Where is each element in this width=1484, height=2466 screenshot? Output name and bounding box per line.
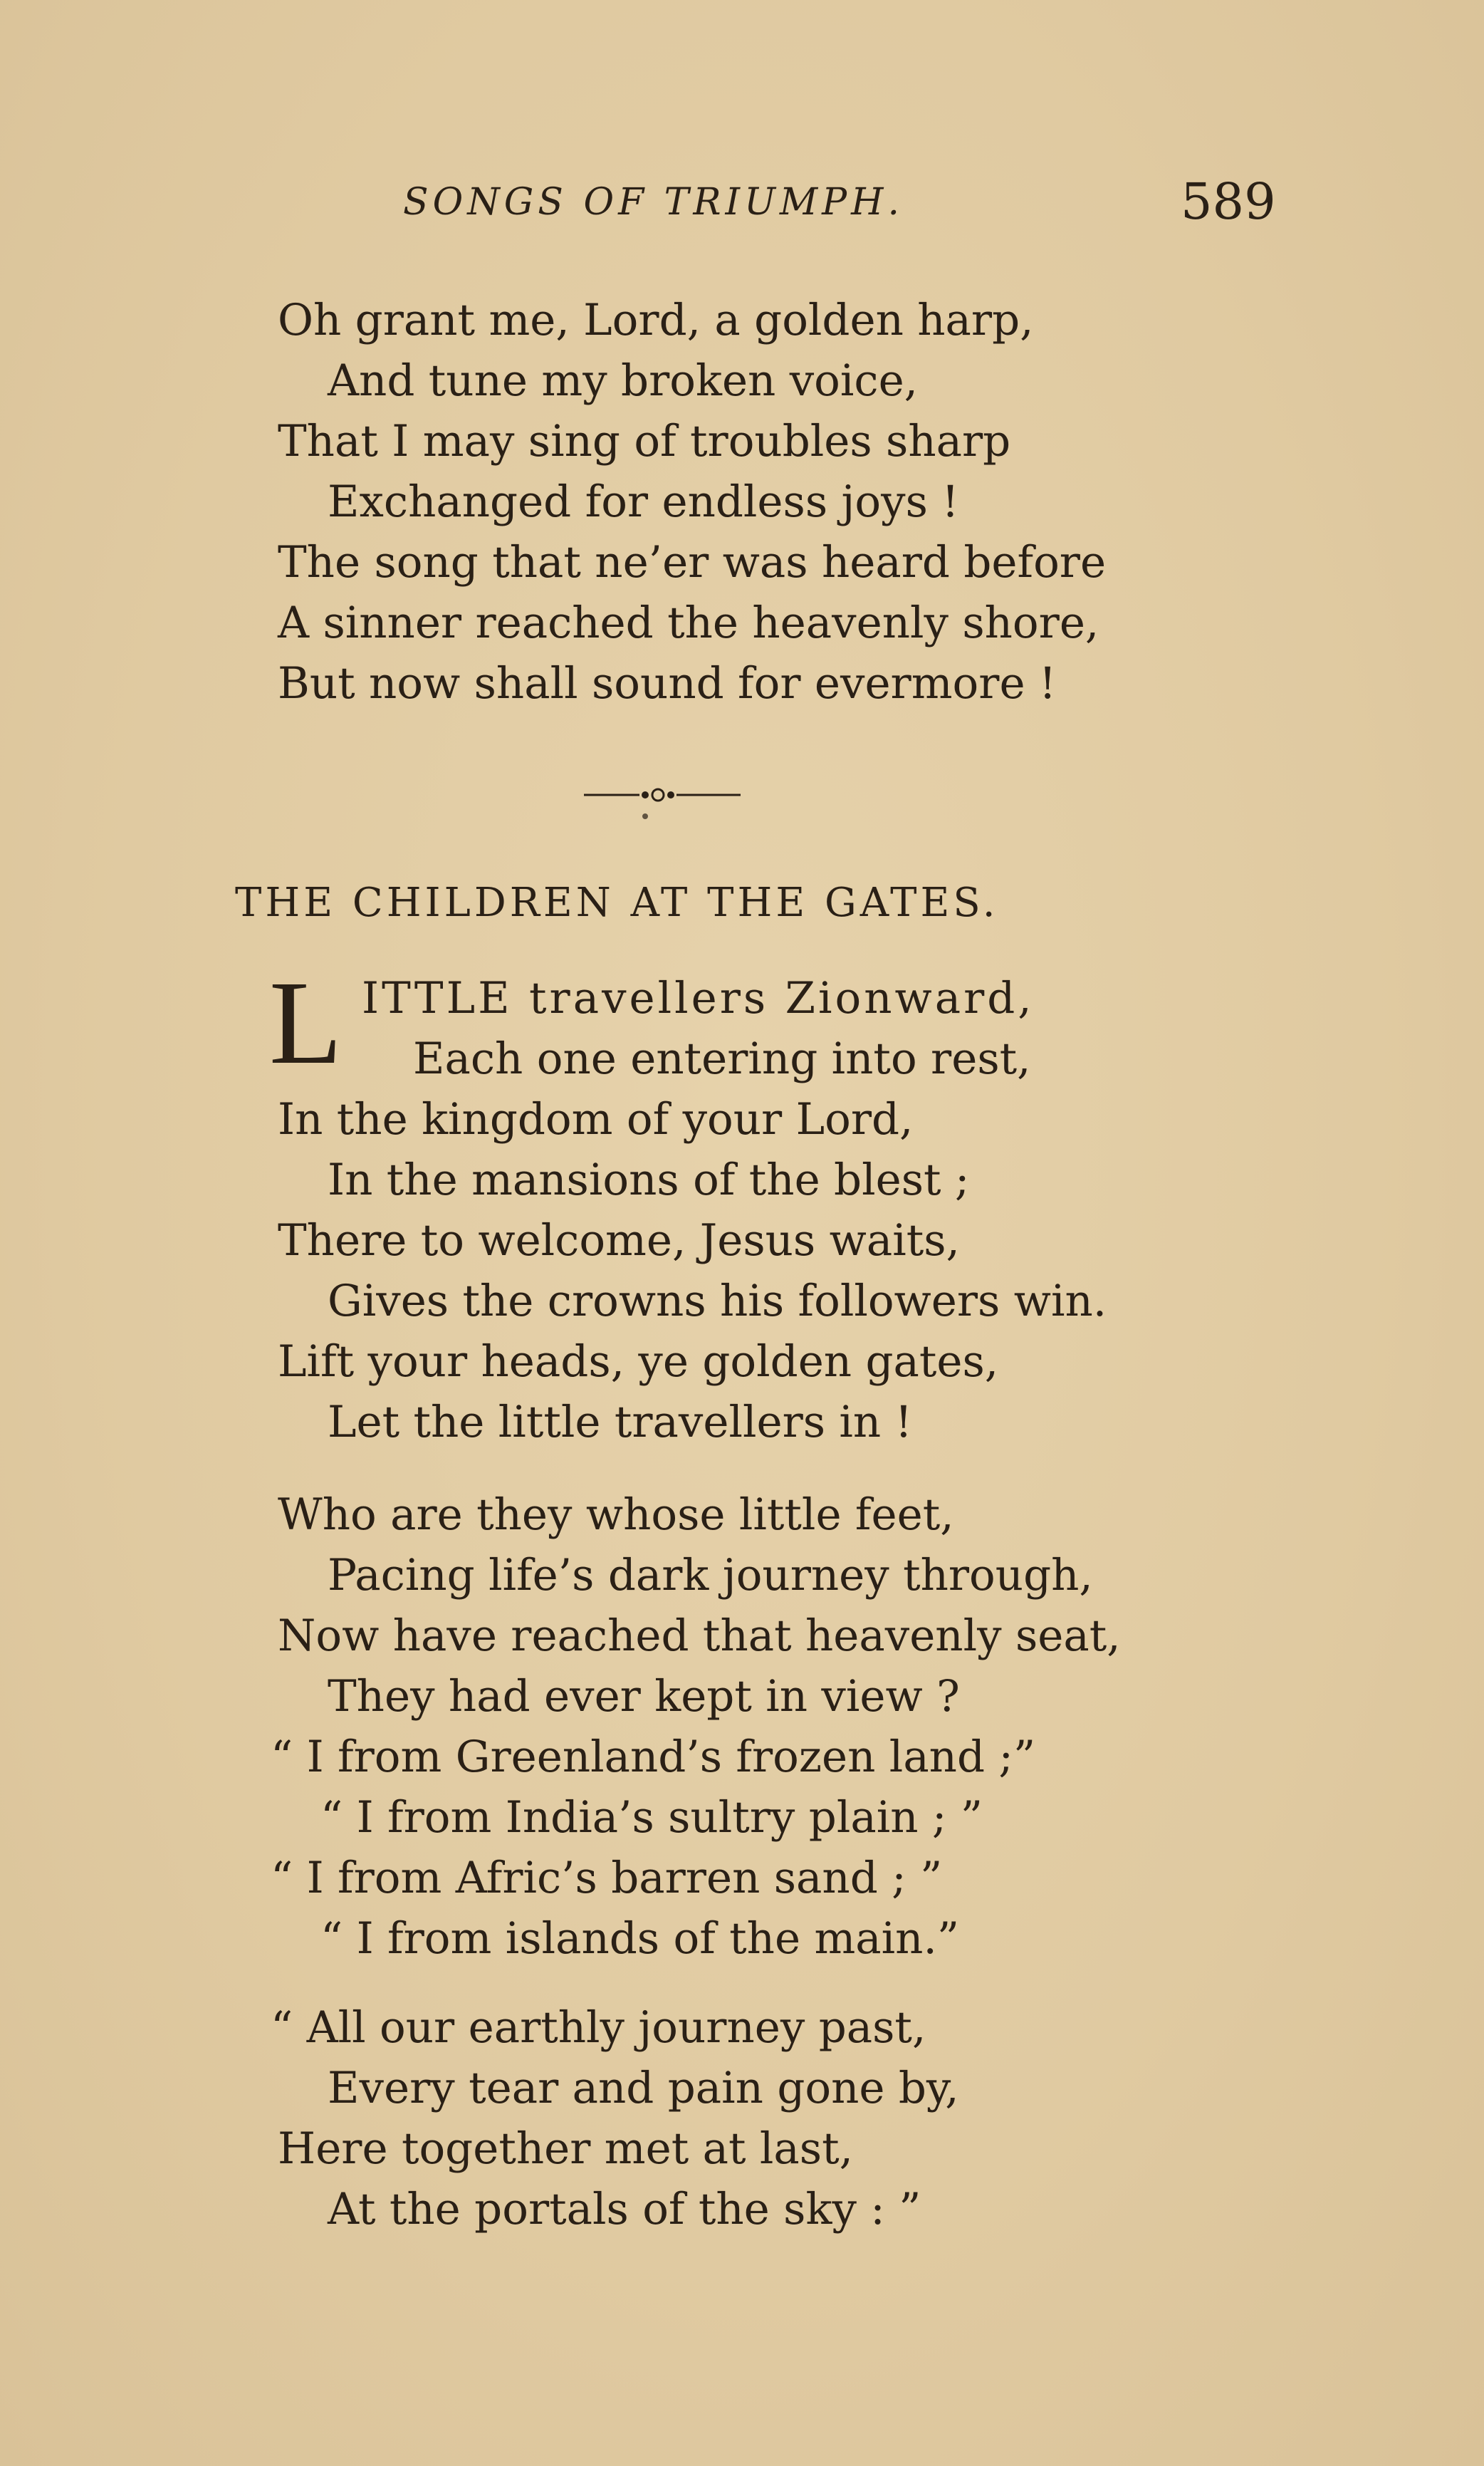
verse-line: Here together met at last,: [278, 2123, 853, 2174]
verse-line: The song that ne’er was heard before: [278, 537, 1107, 588]
verse-line: And tune my broken voice,: [328, 355, 919, 406]
verse-line: There to welcome, Jesus waits,: [278, 1215, 960, 1266]
verse-line: That I may sing of troubles sharp: [278, 416, 1011, 467]
verse-line: Oh grant me, Lord, a golden harp,: [278, 295, 1034, 345]
verse-line: Every tear and pain gone by,: [328, 2063, 959, 2113]
verse-line: Pacing life’s dark journey through,: [328, 1550, 1093, 1601]
section-heading: THE CHILDREN AT THE GATES.: [235, 880, 999, 926]
running-title: SONGS OF TRIUMPH.: [403, 181, 904, 224]
drop-cap-letter: [269, 970, 369, 1070]
verse-line: They had ever kept in view ?: [328, 1671, 960, 1722]
verse-line: Each one entering into rest,: [413, 1034, 1031, 1084]
verse-line: Who are they whose little feet,: [278, 1489, 954, 1540]
verse-line: “ I from India’s sultry plain ; ”: [320, 1792, 983, 1843]
ornament-divider-icon: [584, 784, 741, 826]
drop-cap-glyph: L: [269, 970, 343, 1070]
verse-line: “ I from islands of the main.”: [320, 1913, 960, 1964]
verse-line: Lift your heads, ye golden gates,: [278, 1336, 999, 1387]
first-line-rest: ITTLE travellers Zionward,: [362, 973, 1035, 1024]
verse-line: At the portals of the sky : ”: [328, 2184, 921, 2235]
verse-line: In the kingdom of your Lord,: [278, 1094, 914, 1145]
verse-line: “ I from Afric’s barren sand ; ”: [271, 1853, 943, 1903]
verse-line: “ I from Greenland’s frozen land ;”: [271, 1732, 1036, 1782]
page-number: 589: [1181, 172, 1276, 231]
verse-line: Let the little travellers in !: [328, 1397, 913, 1447]
page-header: [0, 174, 1484, 238]
verse-line: In the mansions of the blest ;: [328, 1155, 970, 1205]
verse-line: A sinner reached the heavenly shore,: [278, 598, 1099, 648]
verse-line: Now have reached that heavenly seat,: [278, 1611, 1121, 1661]
verse-line: Exchanged for endless joys !: [328, 477, 959, 527]
verse-line: Gives the crowns his followers win.: [328, 1276, 1107, 1326]
verse-line: “ All our earthly journey past,: [271, 2002, 926, 2053]
verse-line: But now shall sound for evermore !: [278, 658, 1057, 709]
